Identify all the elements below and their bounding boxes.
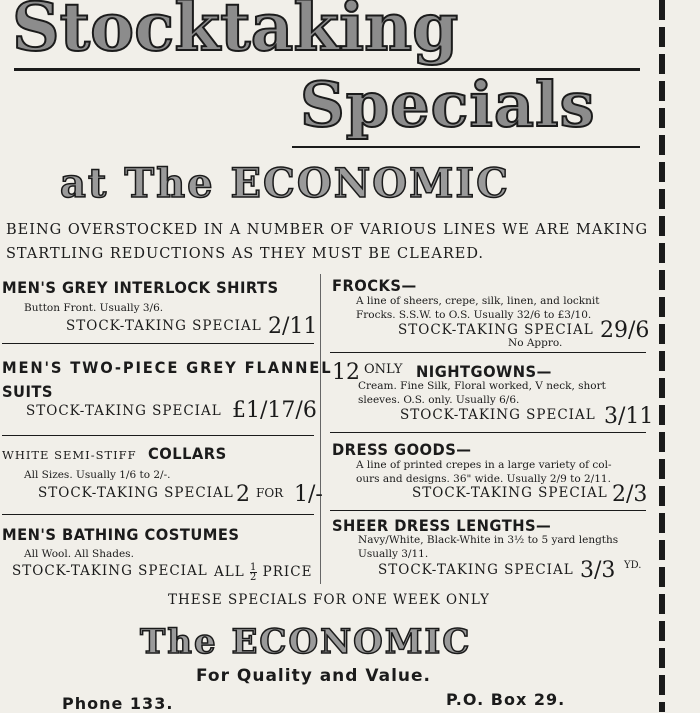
sheer-lengths-desc-2: Usually 3/11. bbox=[358, 548, 429, 560]
bathing-desc: All Wool. All Shades. bbox=[24, 548, 134, 560]
headline-specials: Specials bbox=[300, 68, 596, 141]
right-rule-1 bbox=[330, 352, 646, 353]
suits-title-line1: MEN'S TWO-PIECE GREY FLANNEL bbox=[2, 358, 333, 377]
dress-goods-desc-2: ours and designs. 36" wide. Usually 2/9 to 2/11. bbox=[356, 473, 611, 485]
nightgowns-desc-2: sleeves. O.S. only. Usually 6/6. bbox=[358, 394, 520, 406]
nightgowns-price: 3/11 bbox=[604, 404, 654, 429]
shirts-price: 2/11 bbox=[268, 314, 318, 339]
intro-line-1: BEING OVERSTOCKED IN A NUMBER OF VARIOUS LINES WE ARE MAKING bbox=[6, 222, 649, 238]
left-rule-2 bbox=[2, 435, 314, 436]
frocks-title: FROCKS— bbox=[332, 276, 417, 295]
shirts-special-label: STOCK-TAKING SPECIAL bbox=[66, 318, 262, 334]
shirts-title: MEN'S GREY INTERLOCK SHIRTS bbox=[2, 278, 279, 297]
sheer-lengths-desc-1: Navy/White, Black-White in 3½ to 5 yard lengths bbox=[358, 534, 619, 546]
right-rule-3 bbox=[330, 510, 646, 511]
half-fraction bbox=[250, 563, 257, 582]
headline-rule-2 bbox=[292, 146, 640, 148]
dress-goods-price: 2/3 bbox=[612, 482, 648, 507]
footer-tagline: For Quality and Value. bbox=[196, 666, 431, 686]
suits-title-line2: SUITS bbox=[2, 382, 53, 401]
footer-po-box: P.O. Box 29. bbox=[446, 690, 566, 709]
column-divider bbox=[320, 274, 321, 584]
left-rule-3 bbox=[2, 514, 314, 515]
collars-price-for: FOR bbox=[256, 486, 284, 500]
frocks-price: 29/6 bbox=[600, 318, 650, 343]
collars-price-a: 2 bbox=[236, 482, 250, 507]
frocks-desc-2: Frocks. S.S.W. to O.S. Usually 32/6 to £3/10. bbox=[356, 309, 592, 321]
footer-phone: Phone 133. bbox=[62, 694, 174, 713]
nightgowns-special-label: STOCK-TAKING SPECIAL bbox=[400, 407, 596, 423]
bathing-title: MEN'S BATHING COSTUMES bbox=[2, 525, 240, 544]
dress-goods-desc-1: A line of printed crepes in a large variety of col- bbox=[356, 459, 612, 471]
collars-title-prefix: WHITE SEMI-STIFF bbox=[2, 448, 137, 462]
bathing-price-text: ALL bbox=[214, 564, 245, 580]
headline-stocktaking: Stocktaking bbox=[12, 0, 459, 66]
bathing-price-line bbox=[214, 563, 312, 582]
bathing-price-word: PRICE bbox=[262, 564, 313, 580]
bathing-special-label: STOCK-TAKING SPECIAL bbox=[12, 563, 208, 579]
dress-goods-title: DRESS GOODS— bbox=[332, 440, 472, 459]
subheadline: at The ECONOMIC bbox=[60, 160, 510, 207]
suits-price: £1/17/6 bbox=[232, 398, 317, 423]
sheer-lengths-price: 3/3 bbox=[580, 558, 616, 583]
intro-line-2: STARTLING REDUCTIONS AS THEY MUST BE CLEARED. bbox=[6, 246, 485, 262]
nightgowns-qty-word: ONLY bbox=[364, 362, 403, 377]
right-rule-2 bbox=[330, 432, 646, 433]
fraction-denominator: 2 bbox=[249, 572, 258, 583]
shirts-desc: Button Front. Usually 3/6. bbox=[24, 302, 164, 314]
collars-title-main: COLLARS bbox=[148, 444, 227, 463]
frocks-desc-1: A line of sheers, crepe, silk, linen, and locknit bbox=[356, 295, 600, 307]
frocks-note: No Appro. bbox=[508, 337, 563, 349]
collars-desc: All Sizes. Usually 1/6 to 2/-. bbox=[24, 469, 171, 481]
left-rule-1 bbox=[2, 343, 314, 344]
nightgowns-title: NIGHTGOWNS— bbox=[416, 362, 552, 381]
nightgowns-qty: 12 bbox=[332, 360, 360, 385]
collars-special-label: STOCK-TAKING SPECIAL bbox=[38, 485, 234, 501]
dress-goods-special-label: STOCK-TAKING SPECIAL bbox=[412, 485, 608, 501]
sheer-lengths-title: SHEER DRESS LENGTHS— bbox=[332, 516, 552, 535]
sheer-lengths-unit: YD. bbox=[624, 560, 642, 571]
frocks-special-label: STOCK-TAKING SPECIAL bbox=[398, 322, 594, 338]
collars-price-b: 1/- bbox=[294, 482, 323, 507]
suits-special-label: STOCK-TAKING SPECIAL bbox=[26, 403, 222, 419]
week-note: THESE SPECIALS FOR ONE WEEK ONLY bbox=[168, 592, 490, 608]
fraction-numerator: 1 bbox=[249, 562, 258, 573]
dashed-border-right bbox=[659, 0, 665, 712]
sheer-lengths-special-label: STOCK-TAKING SPECIAL bbox=[378, 562, 574, 578]
footer-name: The ECONOMIC bbox=[140, 622, 472, 662]
nightgowns-desc-1: Cream. Fine Silk, Floral worked, V neck, short bbox=[358, 380, 606, 392]
